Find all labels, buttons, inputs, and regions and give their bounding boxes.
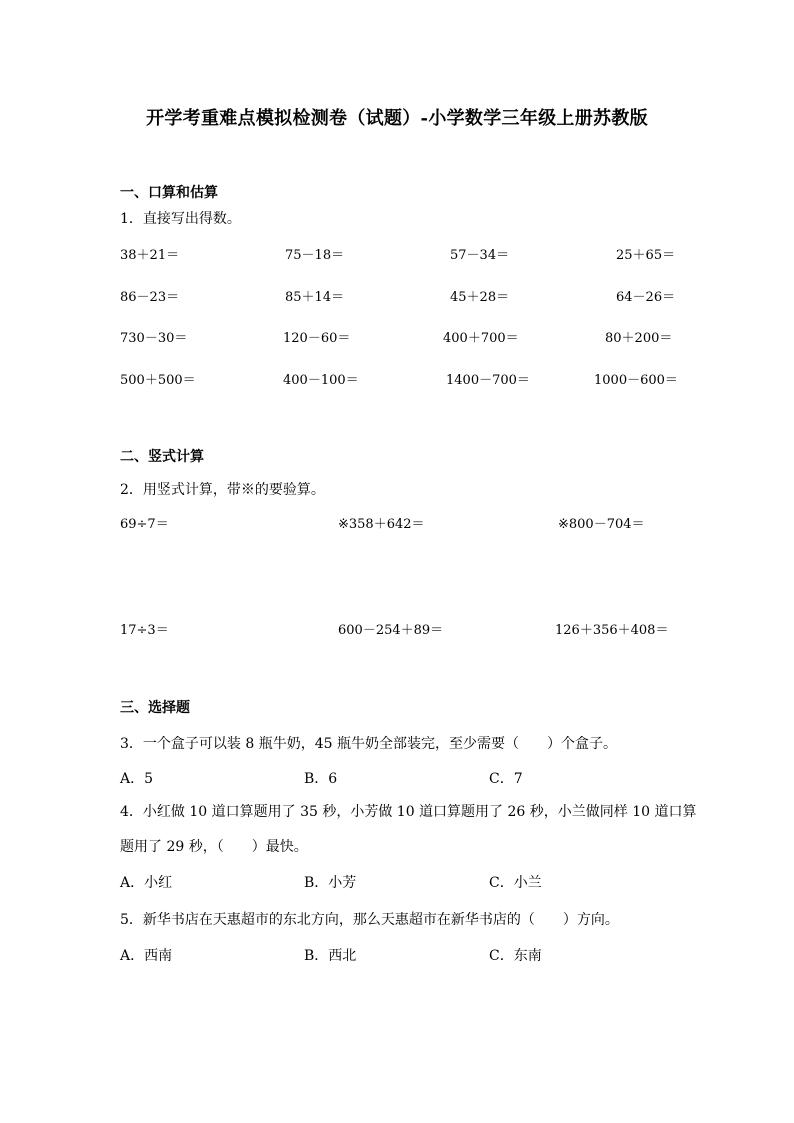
question-3-option-b: B．6 — [304, 771, 338, 787]
mental-math-item: 730－30＝ — [120, 331, 188, 346]
mental-math-item: 1000－600＝ — [594, 373, 678, 388]
mental-math-item: 85＋14＝ — [285, 290, 345, 305]
mental-math-row — [0, 286, 794, 306]
mental-math-item: 86－23＝ — [120, 290, 180, 305]
question-4-option-a: A．小红 — [120, 875, 173, 891]
question-5-option-a: A．西南 — [120, 948, 173, 964]
mental-math-item: 80＋200＝ — [605, 331, 673, 346]
vertical-calc-row — [0, 513, 794, 533]
question-3-option-c: C．7 — [489, 771, 523, 787]
mental-math-item: 400＋700＝ — [443, 331, 519, 346]
mental-math-item: 45＋28＝ — [450, 290, 510, 305]
section-heading-multiple-choice: 三、选择题 — [120, 700, 190, 716]
mental-math-item: 57－34＝ — [450, 248, 510, 263]
mental-math-row — [0, 369, 794, 389]
section-heading-mental-math: 一、口算和估算 — [120, 185, 218, 201]
mental-math-item: 25＋65＝ — [616, 248, 676, 263]
question-5-option-b: B．西北 — [304, 948, 357, 964]
vertical-calc-item: 69÷7＝ — [120, 517, 169, 532]
question-3-text: 3．一个盒子可以装 8 瓶牛奶，45 瓶牛奶全部装完，至少需要（ ）个盒子。 — [120, 736, 617, 752]
mental-math-item: 64－26＝ — [616, 290, 676, 305]
vertical-calc-item: ※358＋642＝ — [338, 517, 425, 532]
section-heading-vertical-calculation: 二、竖式计算 — [120, 449, 204, 465]
mental-math-row — [0, 244, 794, 264]
question-4-text-line-2: 题用了 29 秒，（ ）最快。 — [120, 839, 308, 855]
vertical-calc-row — [0, 619, 794, 639]
vertical-calc-item: 600－254＋89＝ — [338, 623, 444, 638]
mental-math-item: 38＋21＝ — [120, 248, 180, 263]
question-2-instruction: 2．用竖式计算，带※的要验算。 — [120, 482, 325, 498]
question-4-option-c: C．小兰 — [489, 875, 542, 891]
question-5-option-c: C．东南 — [489, 948, 542, 964]
vertical-calc-item: ※800－704＝ — [558, 517, 645, 532]
page-title: 开学考重难点模拟检测卷（试题）-小学数学三年级上册苏教版 — [146, 108, 648, 129]
question-1-instruction: 1．直接写出得数。 — [120, 211, 241, 227]
mental-math-item: 1400－700＝ — [446, 373, 530, 388]
question-5-text: 5．新华书店在天惠超市的东北方向，那么天惠超市在新华书店的（ ）方向。 — [120, 912, 619, 928]
mental-math-item: 500＋500＝ — [120, 373, 196, 388]
vertical-calc-item: 126＋356＋408＝ — [555, 623, 669, 638]
question-4-option-b: B．小芳 — [304, 875, 357, 891]
mental-math-item: 400－100＝ — [283, 373, 359, 388]
question-4-text-line-1: 4．小红做 10 道口算题用了 35 秒，小芳做 10 道口算题用了 26 秒，小兰做同样 10 道口算 — [120, 804, 697, 820]
question-3-option-a: A．5 — [120, 771, 154, 787]
mental-math-item: 75－18＝ — [285, 248, 345, 263]
mental-math-item: 120－60＝ — [283, 331, 351, 346]
vertical-calc-item: 17÷3＝ — [120, 623, 169, 638]
mental-math-row — [0, 327, 794, 347]
